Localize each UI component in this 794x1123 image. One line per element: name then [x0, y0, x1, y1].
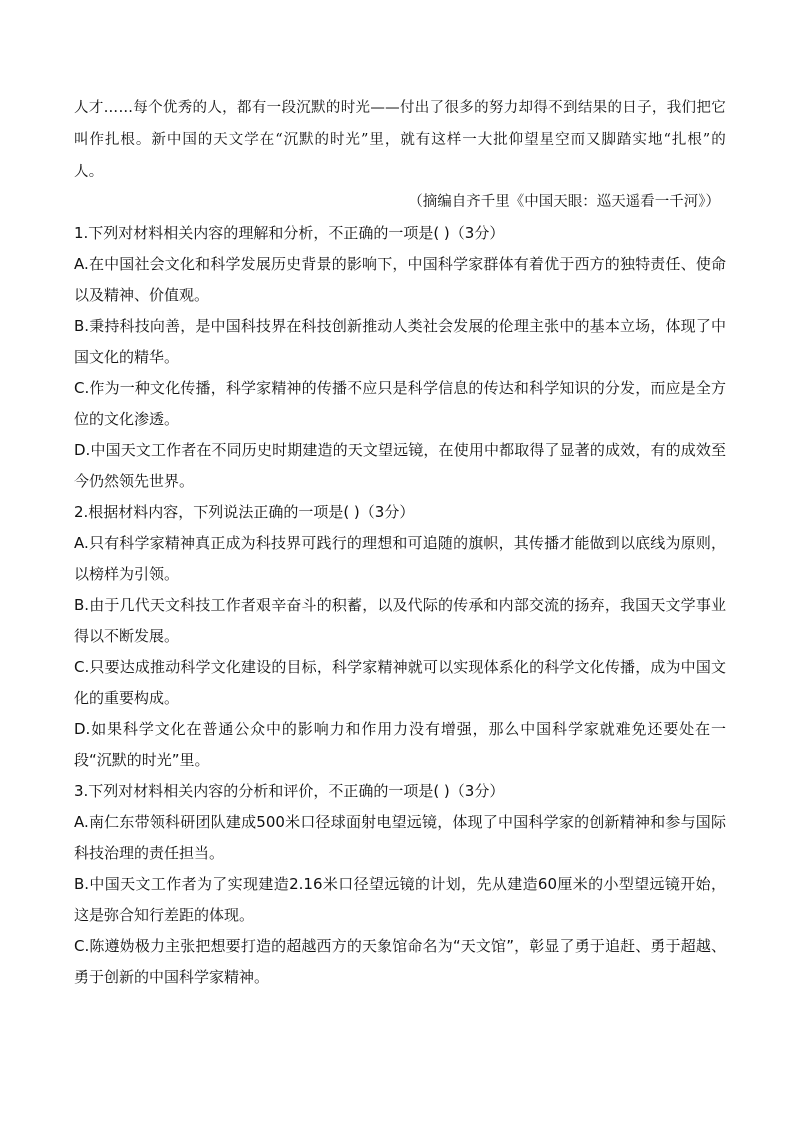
question-stem: 2.根据材料内容，下列说法正确的一项是( )（3分）	[74, 503, 415, 521]
option-b: B.秉持科技向善，是中国科技界在科技创新推动人类社会发展的伦理主张中的基本立场，体现了中国文化的精华。	[74, 317, 726, 366]
option-d: D.中国天文工作者在不同历史时期建造的天文望远镜，在使用中都取得了显著的成效，有的成效至今仍然领先世界。	[74, 441, 726, 490]
option-d: D.如果科学文化在普通公众中的影响力和作用力没有增强，那么中国科学家就难免还要处在一段“沉默的时光”里。	[74, 720, 726, 769]
question-3	[74, 776, 726, 993]
option-c: C.陈遵妫极力主张把想要打造的超越西方的天象馆命名为“天文馆”，彰显了勇于追赶、勇于超越、勇于创新的中国科学家精神。	[74, 937, 726, 986]
question-1	[74, 218, 726, 497]
question-stem: 1.下列对材料相关内容的理解和分析，不正确的一项是( )（3分）	[74, 224, 505, 242]
option-a: A.只有科学家精神真正成为科技界可践行的理想和可追随的旗帜，其传播才能做到以底线为原则，以榜样为引领。	[74, 534, 726, 583]
option-b: B.由于几代天文科技工作者艰辛奋斗的积蓄，以及代际的传承和内部交流的扬弃，我国天文学事业得以不断发展。	[74, 596, 726, 645]
exam-page	[74, 92, 726, 993]
option-a: A.在中国社会文化和科学发展历史背景的影响下，中国科学家群体有着优于西方的独特责任、使命以及精神、价值观。	[74, 255, 726, 304]
passage-text: 人才……每个优秀的人，都有一段沉默的时光——付出了很多的努力却得不到结果的日子，我们把它叫作扎根。新中国的天文学在“沉默的时光”里，就有这样一大批仰望星空而又脚踏实地“扎根”的人。	[74, 100, 726, 180]
option-c: C.只要达成推动科学文化建设的目标，科学家精神就可以实现体系化的科学文化传播，成为中国文化的重要构成。	[74, 658, 726, 707]
option-b: B.中国天文工作者为了实现建造2.16米口径望远镜的计划，先从建造60厘米的小型望远镜开始，这是弥合知行差距的体现。	[74, 875, 726, 924]
passage-source: （摘编自齐千里《中国天眼：巡天遥看一千河》）	[408, 194, 720, 210]
question-2	[74, 497, 726, 776]
option-c: C.作为一种文化传播，科学家精神的传播不应只是科学信息的传达和科学知识的分发，而应是全方位的文化渗透。	[74, 379, 726, 428]
question-stem: 3.下列对材料相关内容的分析和评价，不正确的一项是( )（3分）	[74, 782, 505, 800]
option-a: A.南仁东带领科研团队建成500米口径球面射电望远镜，体现了中国科学家的创新精神和参与国际科技治理的责任担当。	[74, 813, 726, 862]
